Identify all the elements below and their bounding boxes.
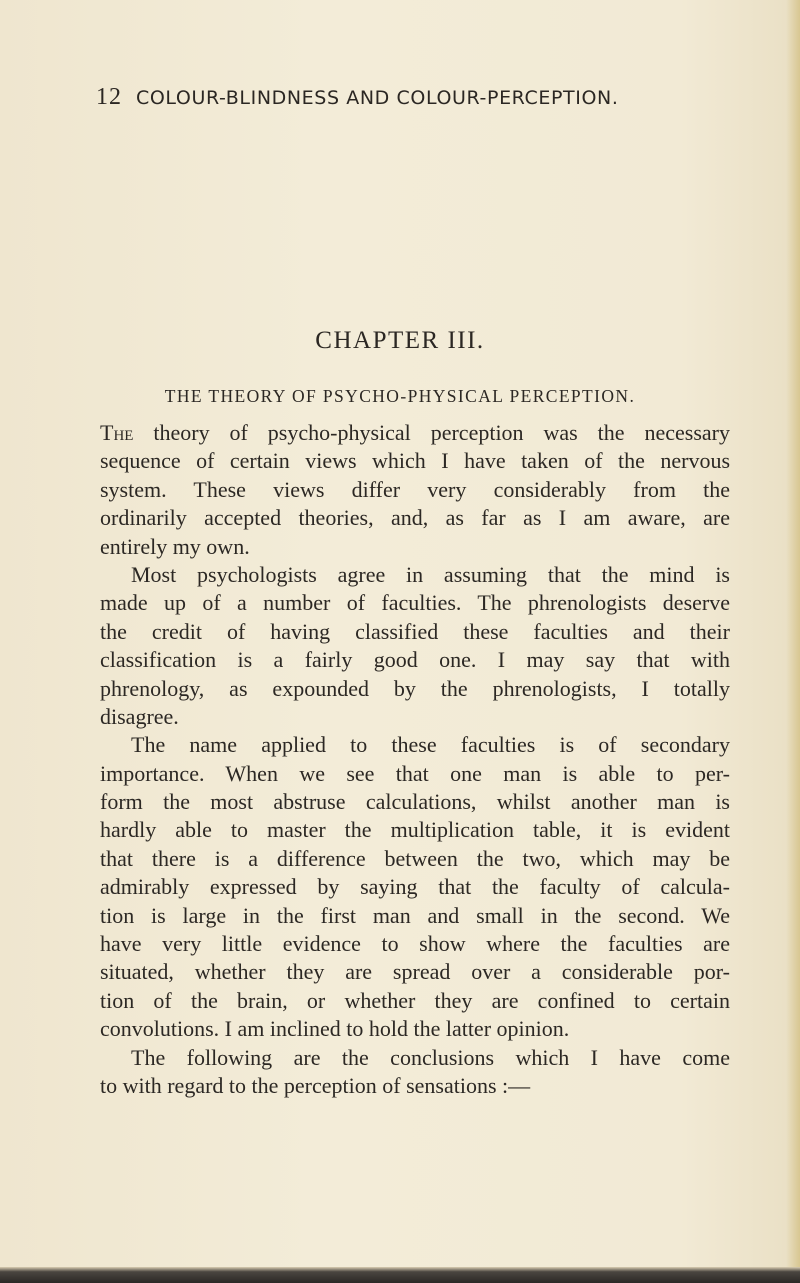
text-line: importance. When we see that one man is able to per- — [100, 760, 730, 786]
text-line: system. These views differ very considerably from the — [100, 476, 730, 502]
body-text — [100, 419, 730, 1100]
text-line: sequence of certain views which I have taken of the nervous — [100, 448, 730, 474]
text-line: The name applied to these faculties is of secondary — [131, 732, 730, 758]
bottom-border — [0, 1267, 800, 1283]
text-line: form the most abstruse calculations, whilst another man is — [100, 789, 730, 815]
text-fragment: theory of psycho-physical perception was the necessary — [133, 420, 730, 445]
running-title: COLOUR-BLINDNESS AND COLOUR-PERCEPTION. — [136, 87, 619, 109]
text-line: situated, whether they are spread over a considerable por- — [100, 959, 730, 985]
text-line: Most psychologists agree in assuming that the mind is — [131, 561, 730, 587]
text-line: disagree. — [100, 703, 179, 729]
text-line: tion is large in the first man and small in the second. We — [100, 902, 730, 928]
page-edge-shadow — [786, 0, 800, 1283]
chapter-subtitle: THE THEORY OF PSYCHO-PHYSICAL PERCEPTION. — [164, 386, 636, 406]
running-head — [96, 84, 706, 114]
text-line: have very little evidence to show where the faculties are — [100, 931, 730, 957]
drop-word: The — [100, 420, 134, 445]
text-line: phrenology, as expounded by the phrenologists, I totally — [100, 675, 730, 701]
text-line: The following are the conclusions which I have come — [131, 1044, 730, 1070]
text-line: admirably expressed by saying that the faculty of calcula- — [100, 874, 730, 900]
chapter-heading: CHAPTER III. — [315, 327, 485, 354]
text-line: entirely my own. — [100, 533, 250, 559]
text-line: made up of a number of faculties. The phrenologists deserve — [100, 590, 730, 616]
text-line — [100, 419, 730, 447]
text-line: that there is a difference between the two, which may be — [100, 845, 730, 871]
text-line: the credit of having classified these faculties and their — [100, 618, 730, 644]
text-line: convolutions. I am inclined to hold the latter opinion. — [100, 1016, 570, 1042]
text-line: classification is a fairly good one. I may say that with — [100, 647, 730, 673]
text-line: hardly able to master the multiplication table, it is evident — [100, 817, 730, 843]
text-line: ordinarily accepted theories, and, as far as I am aware, are — [100, 505, 730, 531]
text-line: tion of the brain, or whether they are confined to certain — [100, 987, 730, 1013]
page-number: 12 — [96, 84, 122, 110]
text-line: to with regard to the perception of sensations :— — [100, 1072, 531, 1098]
